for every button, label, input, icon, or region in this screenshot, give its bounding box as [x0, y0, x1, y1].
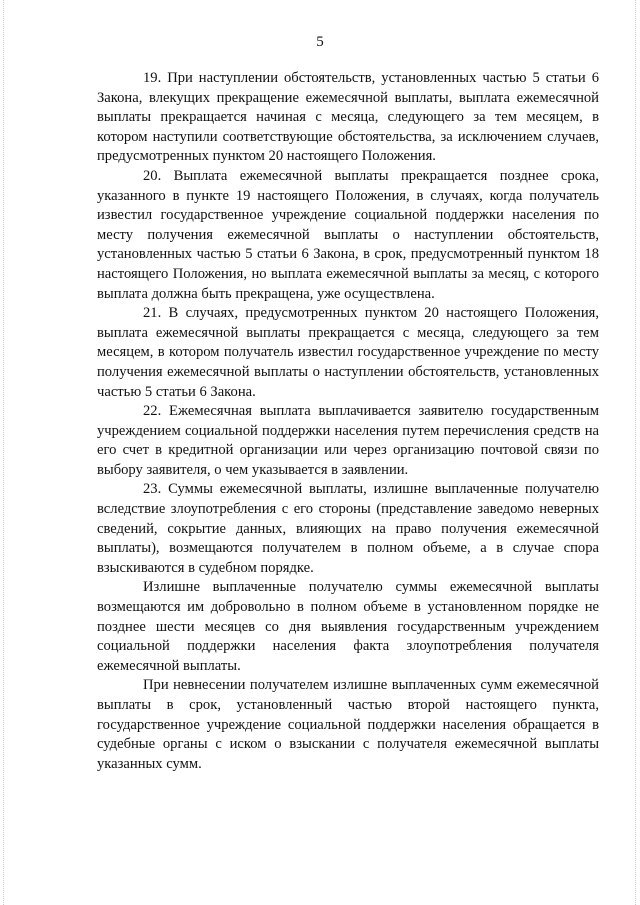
scan-edge-left	[3, 0, 5, 905]
paragraph-22: 22. Ежемесячная выплата выплачивается заявителю государственным учреждением социальной поддержки населения путем перечисления средств на его счет в кредитной организации или через организацию почтовой связи по выбору заявителя, о чем указывается в заявлении.	[97, 403, 599, 478]
paragraph-23: 23. Суммы ежемесячной выплаты, излишне выплаченные получателю вследствие злоупотребления с его стороны (представление заведомо неверных сведений, сокрытие данных, влияющих на право получения ежемесячной выплаты), возмещаются получателем в полном объеме, а в случае спора взыскиваются в судебном порядке.	[97, 481, 599, 576]
document-body	[97, 69, 599, 774]
page-number: 5	[316, 34, 324, 50]
paragraph-23-part-3: При невнесении получателем излишне выплаченных сумм ежемесячной выплаты в срок, установленный частью второй настоящего пункта, государственное учреждение социальной поддержки населения обращается в судебные органы с иском о взыскании с получателя ежемесячной выплаты указанных сумм.	[97, 677, 599, 772]
paragraph-21: 21. В случаях, предусмотренных пунктом 20 настоящего Положения, выплата ежемесячной выплаты прекращается с месяца, следующего за тем месяцем, в котором получатель известил государственное учреждение по месту получения ежемесячной выплаты о наступлении обстоятельств, установленных частью 5 статьи 6 Закона.	[97, 305, 599, 400]
paragraph-19: 19. При наступлении обстоятельств, установленных частью 5 статьи 6 Закона, влекущих прекращение ежемесячной выплаты, выплата ежемесячной выплаты прекращается начиная с месяца, следующего за тем месяцем, в котором наступили соответствующие обстоятельства, за исключением случаев, предусмотренных пунктом 20 настоящего Положения.	[97, 70, 599, 165]
paragraph-23-part-2: Излишне выплаченные получателю суммы ежемесячной выплаты возмещаются им добровольно в полном объеме в установленном порядке не позднее шести месяцев со дня выявления государственным учреждением социальной поддержки населения факта злоупотребления получателя ежемесячной выплаты.	[97, 579, 599, 674]
paragraph-20: 20. Выплата ежемесячной выплаты прекращается позднее срока, указанного в пункте 19 настоящего Положения, в случаях, когда получатель известил государственное учреждение социальной поддержки населения по месту получения ежемесячной выплаты о наступлении обстоятельств, установленных частью 5 статьи 6 Закона, в срок, предусмотренный пунктом 18 настоящего Положения, но выплата ежемесячной выплаты за месяц, с которого выплата должна быть прекращена, уже осуществлена.	[97, 167, 599, 302]
scan-edge-right	[635, 0, 637, 905]
